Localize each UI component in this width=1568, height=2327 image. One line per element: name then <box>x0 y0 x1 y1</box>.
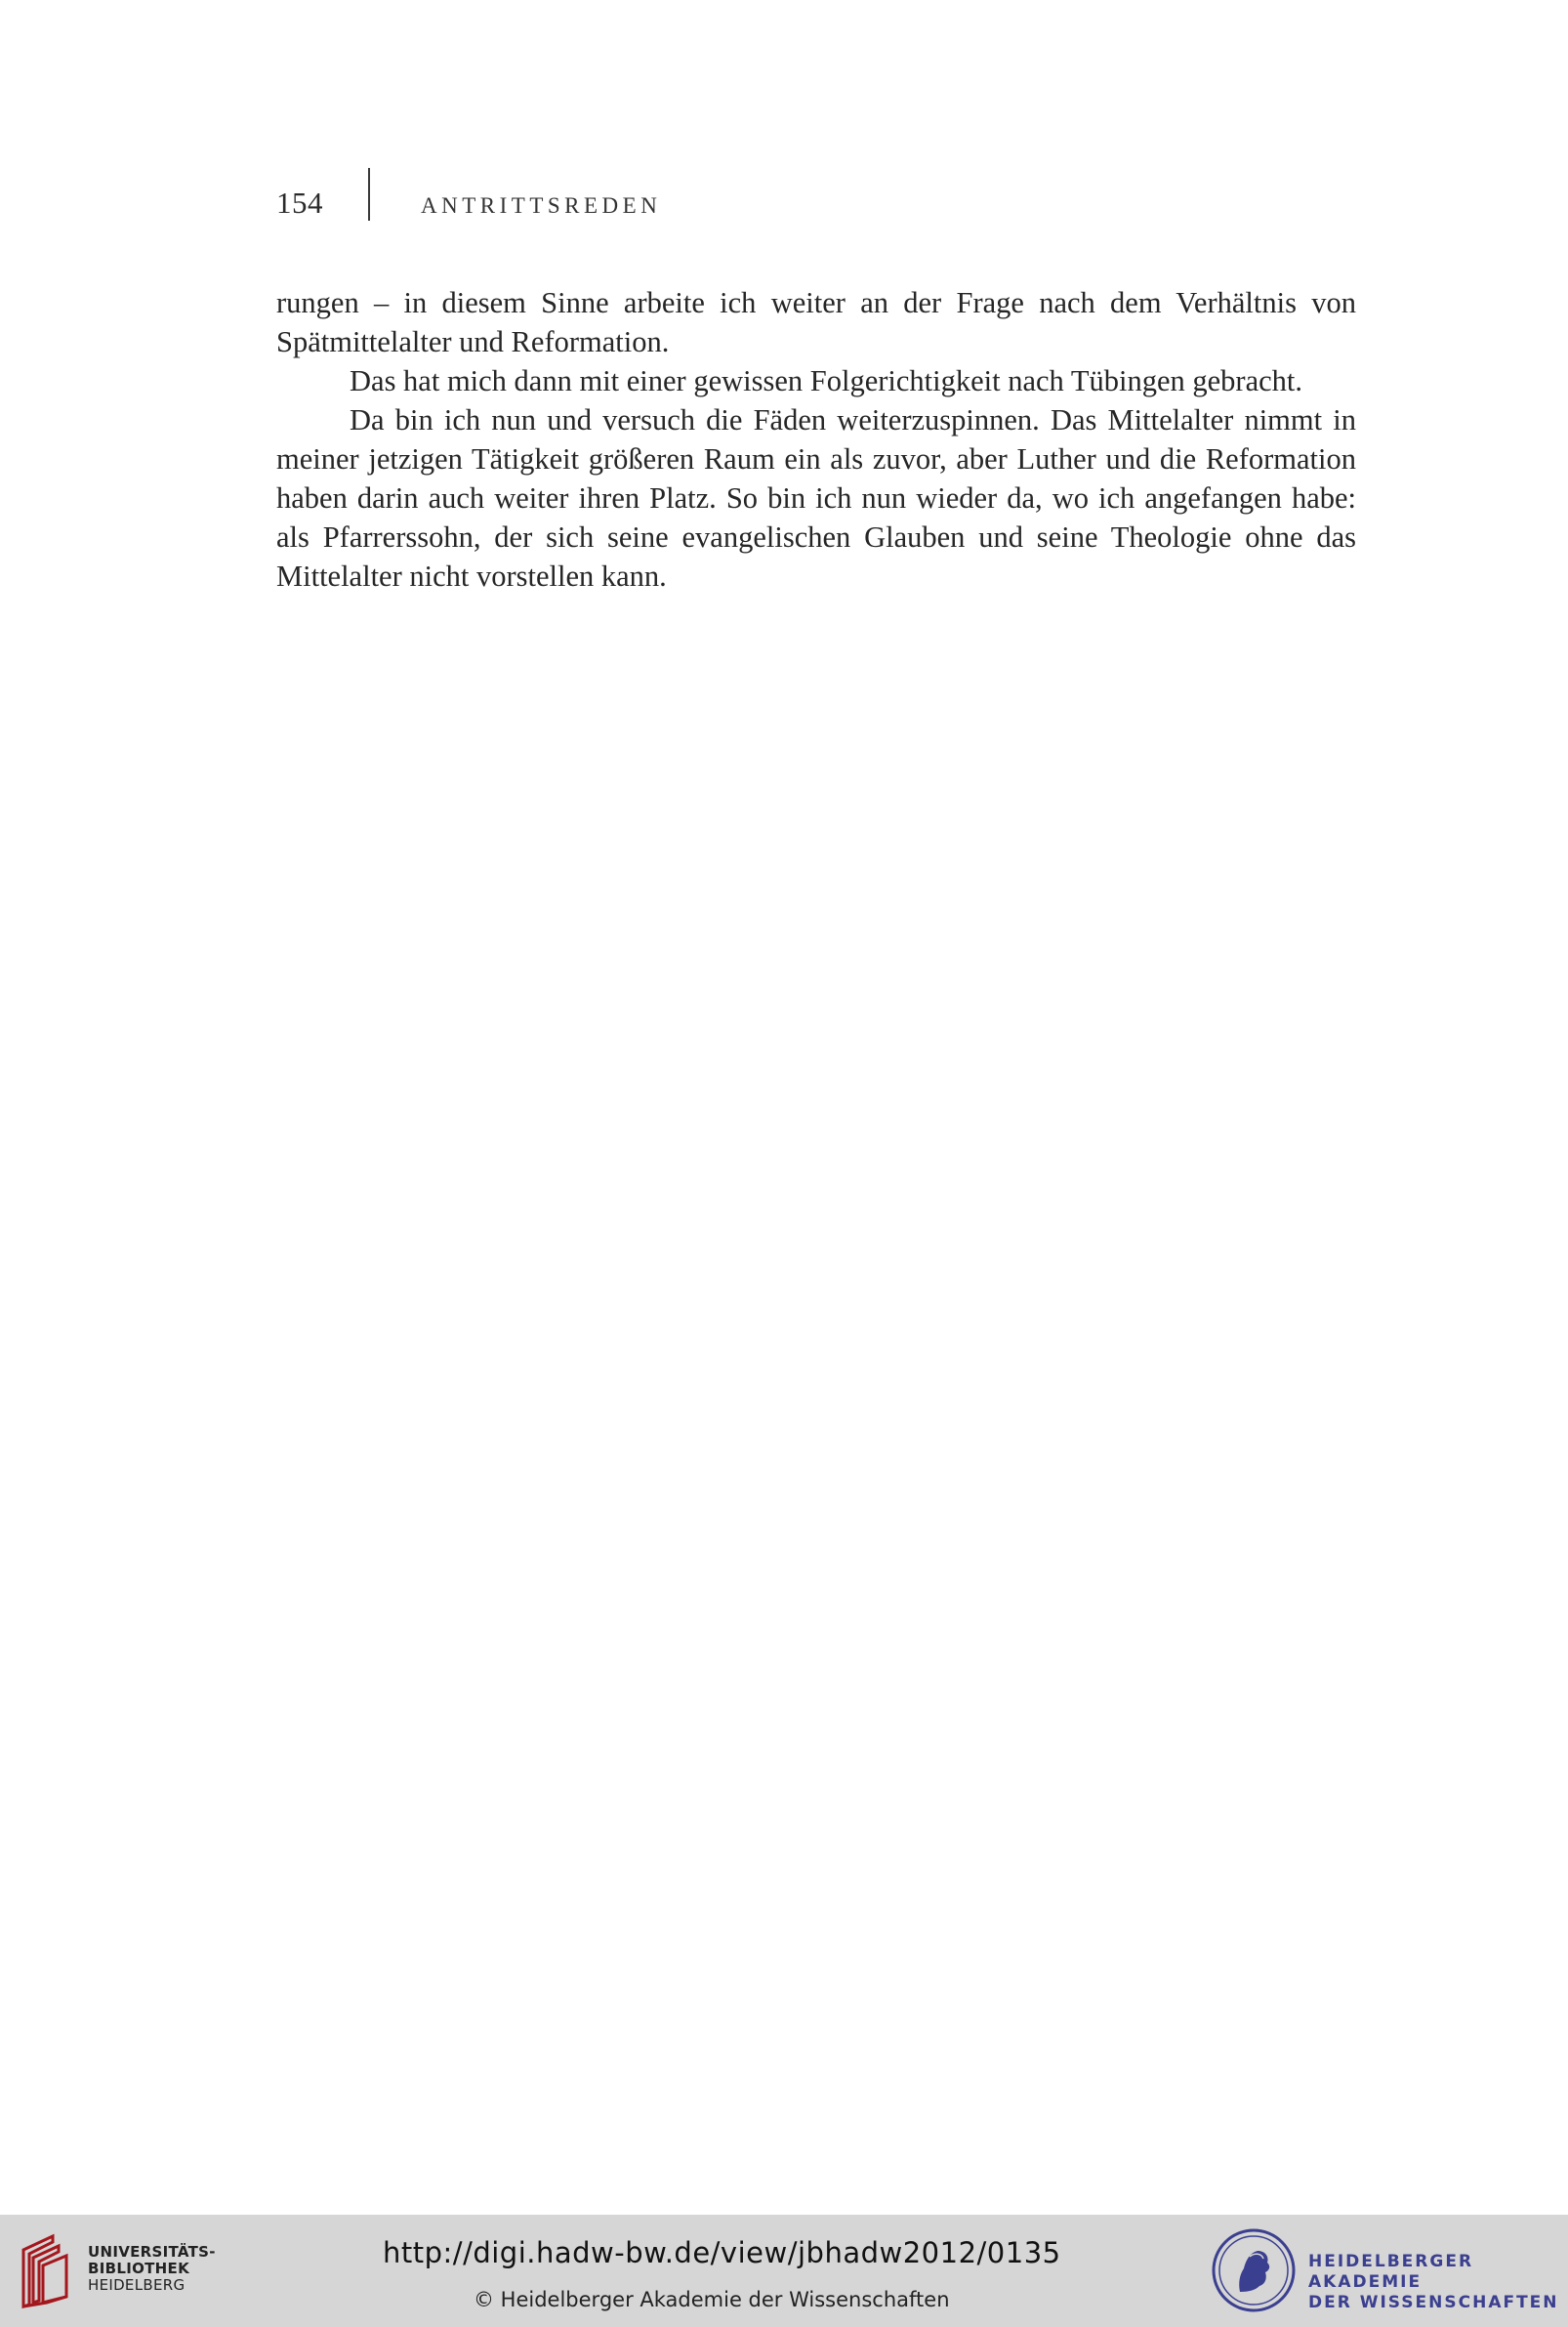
university-library-name <box>88 2244 216 2294</box>
library-name-line-3: HEIDELBERG <box>88 2276 186 2294</box>
body-text <box>276 283 1356 596</box>
paragraph-1: rungen – in diesem Sinne arbeite ich weiter an der Frage nach dem Verhältnis von Spätmittelalter und Reformation. <box>276 286 1356 358</box>
page-number: 154 <box>276 186 323 220</box>
viewer-footer <box>0 2215 1568 2327</box>
academy-seal-icon <box>1211 2227 1297 2313</box>
paragraph-3: Da bin ich nun und versuch die Fäden weiterzuspinnen. Das Mittelalter nimmt in meiner jetzigen Tätigkeit größeren Raum ein als zuvor, aber Luther und die Reformation haben darin auch weiter ihren Platz. So bin ich nun wieder da, wo ich angefangen habe: als Pfarrerssohn, der sich seine evangelischen Glauben und seine Theologie ohne das Mittelalter nicht vorstellen kann. <box>276 403 1356 593</box>
academy-name <box>1308 2252 1568 2313</box>
academy-name-line-1: HEIDELBERGER AKADEMIE <box>1308 2252 1474 2292</box>
running-head <box>276 168 1360 223</box>
copyright-notice: © Heidelberger Akademie der Wissenschaften <box>474 2288 950 2311</box>
permalink-url[interactable]: http://digi.hadw-bw.de/view/jbhadw2012/0135 <box>383 2236 1061 2269</box>
paragraph-2: Das hat mich dann mit einer gewissen Folgerichtigkeit nach Tübingen gebracht. <box>350 364 1303 397</box>
running-title: ANTRITTSREDEN <box>421 193 662 218</box>
academy-name-line-2: DER WISSENSCHAFTEN <box>1308 2293 1559 2312</box>
library-name-line-2: BIBLIOTHEK <box>88 2260 189 2277</box>
university-library-logo-icon <box>18 2232 76 2310</box>
header-divider <box>368 168 370 221</box>
library-name-line-1: UNIVERSITÄTS- <box>88 2243 216 2261</box>
